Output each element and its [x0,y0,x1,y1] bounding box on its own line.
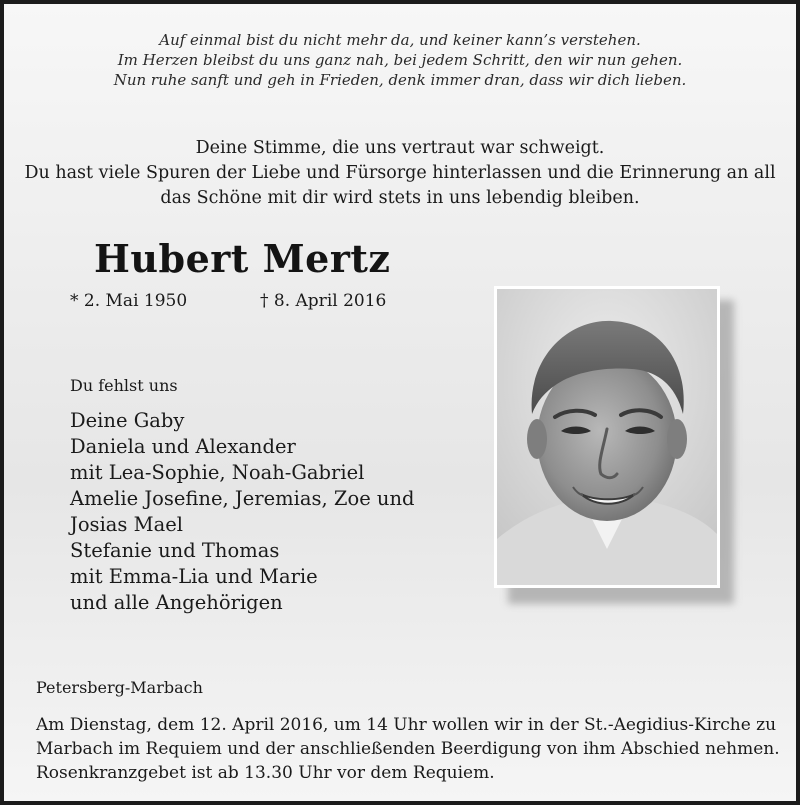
verse-line: Deine Stimme, die uns vertraut war schweigt. [195,138,605,158]
memorial-poem [4,30,796,90]
funeral-service-text [36,713,780,785]
family-line: Josias Mael [70,513,184,536]
family-line: Deine Gaby [70,409,185,432]
memorial-verse [4,136,796,211]
service-line: Rosenkranzgebet ist ab 13.30 Uhr vor dem Requiem. [36,763,495,783]
family-line: mit Emma-Lia und Marie [70,565,318,588]
family-line: Stefanie und Thomas [70,539,280,562]
birth-date: * 2. Mai 1950 [70,291,188,311]
verse-line: Du hast viele Spuren der Liebe und Fürsorge hinterlassen und die Erinnerung an all [24,163,776,183]
portrait-photo [494,286,720,588]
verse-line: das Schöne mit dir wird stets in uns lebendig bleiben. [160,188,640,208]
family-line: Daniela und Alexander [70,435,296,458]
family-list [70,408,415,616]
family-line: und alle Angehörigen [70,591,283,614]
family-line: Amelie Josefine, Jeremias, Zoe und [70,487,415,510]
poem-line: Nun ruhe sanft und geh in Frieden, denk immer dran, dass wir dich lieben. [113,71,687,89]
service-line: Am Dienstag, dem 12. April 2016, um 14 Uhr wollen wir in der St.-Aegidius-Kirche zu [36,715,777,735]
place-name: Petersberg-Marbach [36,678,203,697]
service-line: Marbach im Requiem und der anschließenden Beerdigung von ihm Abschied nehmen. [36,739,780,759]
poem-line: Im Herzen bleibst du uns ganz nah, bei jedem Schritt, den wir nun gehen. [117,51,683,69]
poem-line: Auf einmal bist du nicht mehr da, und keiner kann’s verstehen. [159,31,641,49]
portrait-illustration [497,289,717,585]
deceased-name: Hubert Mertz [94,236,391,281]
death-date: † 8. April 2016 [260,291,387,311]
missing-you-text: Du fehlst uns [70,376,178,395]
family-line: mit Lea-Sophie, Noah-Gabriel [70,461,365,484]
